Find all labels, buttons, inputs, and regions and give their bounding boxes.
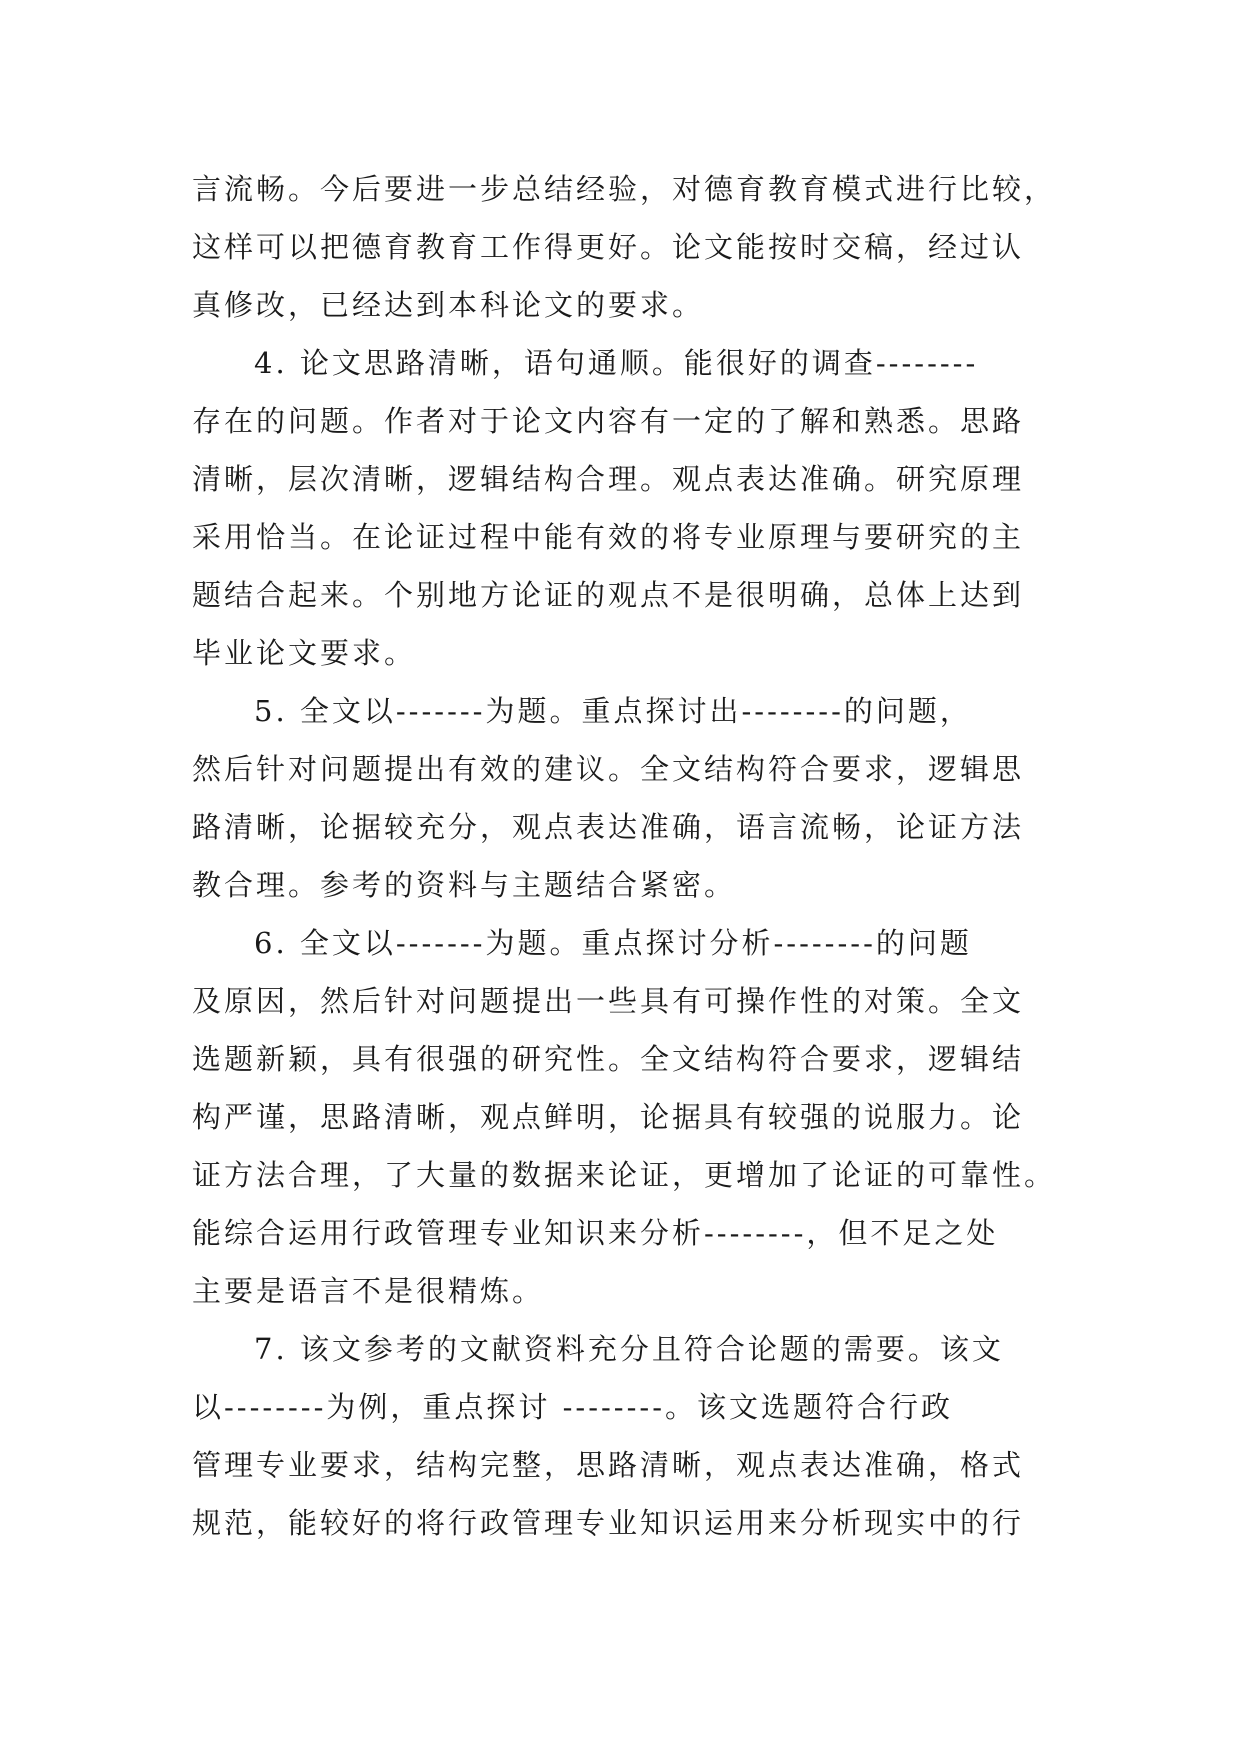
text-line: 教合理。参考的资料与主题结合紧密。 [192, 868, 737, 902]
paragraph-4-first-line: 4. 论文思路清晰，语句通顺。能很好的调查-------- [254, 346, 979, 380]
text-line: 选题新颖，具有很强的研究性。全文结构符合要求，逻辑结 [192, 1042, 1025, 1076]
text-line: 存在的问题。作者对于论文内容有一定的了解和熟悉。思路 [192, 404, 1025, 438]
text-line: 构严谨，思路清晰，观点鲜明，论据具有较强的说服力。论 [192, 1100, 1025, 1134]
text-line: 管理专业要求，结构完整，思路清晰，观点表达准确，格式 [192, 1448, 1025, 1482]
text-line: 清晰，层次清晰，逻辑结构合理。观点表达准确。研究原理 [192, 462, 1025, 496]
text-line: 言流畅。今后要进一步总结经验，对德育教育模式进行比较， [192, 172, 1057, 206]
text-line: 主要是语言不是很精炼。 [192, 1274, 545, 1308]
text-line: 真修改，已经达到本科论文的要求。 [192, 288, 705, 322]
paragraph-6-first-line: 6. 全文以-------为题。重点探讨分析--------的问题 [254, 926, 972, 960]
text-line: 以--------为例，重点探讨 --------。该文选题符合行政 [192, 1390, 954, 1424]
text-line: 规范，能较好的将行政管理专业知识运用来分析现实中的行 [192, 1506, 1025, 1540]
text-line: 路清晰，论据较充分，观点表达准确，语言流畅，论证方法 [192, 810, 1025, 844]
paragraph-5-first-line: 5. 全文以-------为题。重点探讨出--------的问题， [254, 694, 972, 728]
text-line: 及原因，然后针对问题提出一些具有可操作性的对策。全文 [192, 984, 1025, 1018]
text-line: 证方法合理，了大量的数据来论证，更增加了论证的可靠性。 [192, 1158, 1057, 1192]
text-line: 能综合运用行政管理专业知识来分析--------，但不足之处 [192, 1216, 999, 1250]
text-line: 题结合起来。个别地方论证的观点不是很明确，总体上达到 [192, 578, 1025, 612]
text-line: 采用恰当。在论证过程中能有效的将专业原理与要研究的主 [192, 520, 1025, 554]
text-line: 这样可以把德育教育工作得更好。论文能按时交稿，经过认 [192, 230, 1025, 264]
text-line: 毕业论文要求。 [192, 636, 417, 670]
paragraph-7-first-line: 7. 该文参考的文献资料充分且符合论题的需要。该文 [254, 1332, 1004, 1366]
document-body [192, 160, 1057, 1552]
text-line: 然后针对问题提出有效的建议。全文结构符合要求，逻辑思 [192, 752, 1025, 786]
